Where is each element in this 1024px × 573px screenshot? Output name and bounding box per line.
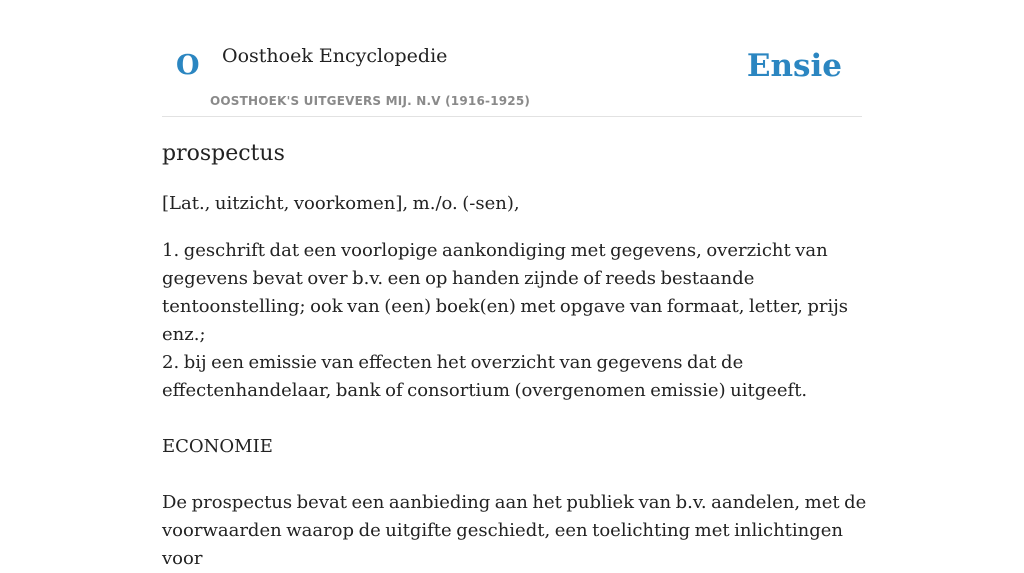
ensie-logo-link[interactable]: Ensie <box>746 48 842 84</box>
definition-2: 2. bij een emissie van effecten het overzicht van gegevens dat de effectenhandelaar, bank of consortium (overgenomen emissie) uitgeeft. <box>162 352 808 401</box>
source-header <box>162 0 862 117</box>
definition-1: 1. geschrift dat een voorlopige aankondiging met gegevens, overzicht van gegevens bevat over b.v. een op handen zijnde of reeds bestaande tentoonstelling; ook van (een) boek(en) met opgave van formaat, letter, prijs enz.; <box>162 240 849 345</box>
entry-content <box>162 138 867 573</box>
entry-title: prospectus <box>162 141 285 166</box>
source-subtitle: OOSTHOEK'S UITGEVERS MIJ. N.V (1916-1925) <box>210 94 531 108</box>
section-text: De prospectus bevat een aanbieding aan het publiek van b.v. aandelen, met de voorwaarden waarop de uitgifte geschiedt, een toelichting met inlichtingen voor <box>162 492 867 569</box>
section-label: ECONOMIE <box>162 436 273 457</box>
source-logo-icon[interactable]: O <box>176 50 200 81</box>
entry-etymology: [Lat., uitzicht, voorkomen], m./o. (-sen), <box>162 193 520 214</box>
source-title[interactable]: Oosthoek Encyclopedie <box>222 45 448 67</box>
